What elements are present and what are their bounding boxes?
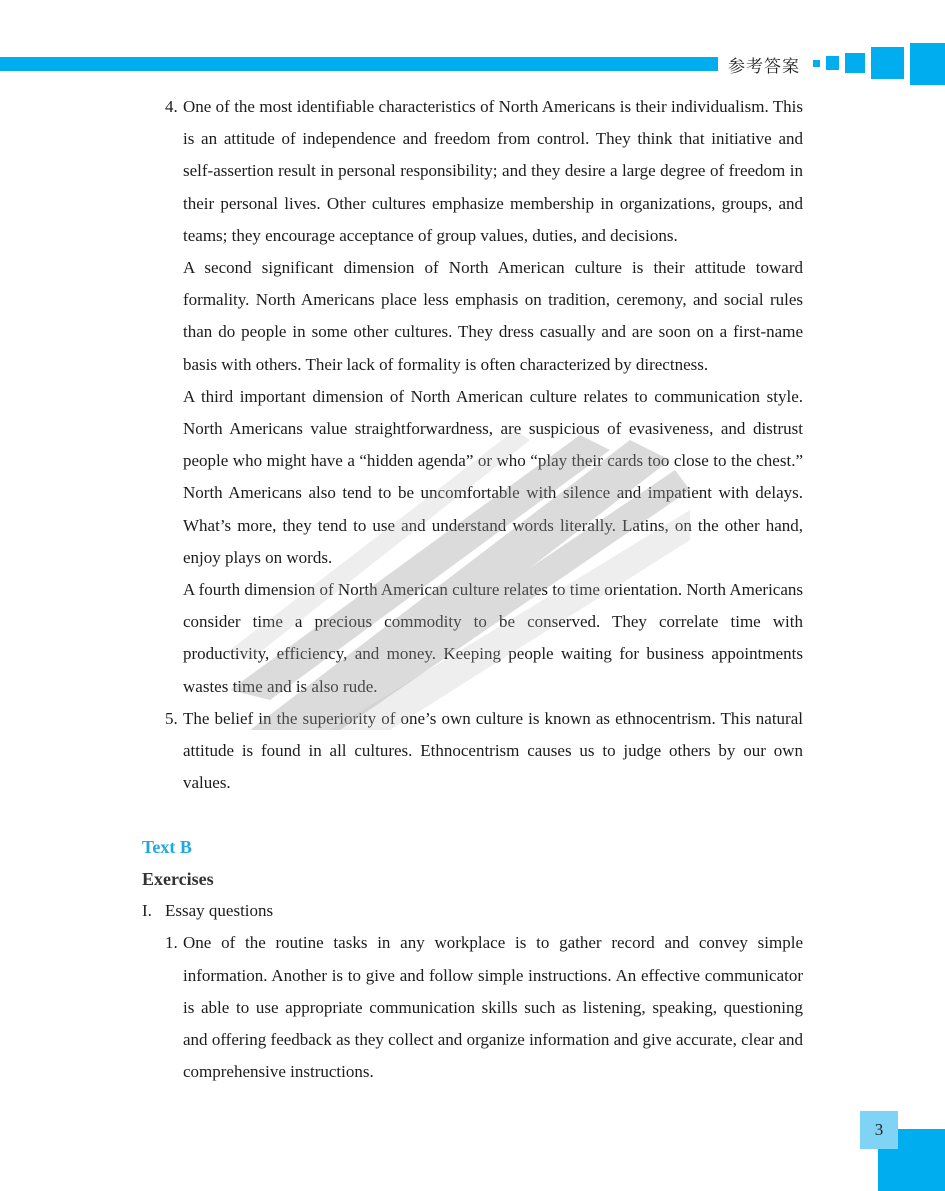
page-number: 3 bbox=[874, 1120, 884, 1139]
essay-answer-item-1 bbox=[0, 927, 945, 1088]
answer-paragraph: A second significant dimension of North American culture is their attitude toward formality. North Americans place less emphasis on tradition, ceremony, and social rules than do people in some other cultures. They dress casually and are soon on a first-name basis with others. Their lack of formality is often characterized by directness. bbox=[183, 258, 803, 374]
header-decor-square bbox=[845, 53, 865, 73]
answer-paragraph: The belief in the superiority of one’s own culture is known as ethnocentrism. This natural attitude is found in all cultures. Ethnocentrism causes us to judge others by our own values. bbox=[183, 708, 803, 793]
answer-paragraph: A third important dimension of North American culture relates to communication style. North Americans value straightforwardness, are suspicious of evasiveness, and distrust people who might have a “hidden agenda” or who “play their cards too close to the chest.” North Americans also tend to be uncomfortable with silence and impatient with delays. What’s more, they tend to use and understand words literally. Latins, on the other hand, enjoy plays on words. bbox=[183, 386, 803, 567]
answer-number: 5. bbox=[165, 708, 178, 728]
section-heading-text-b: Text B bbox=[142, 837, 192, 858]
answer-number: 4. bbox=[165, 97, 178, 116]
essay-questions-heading bbox=[142, 895, 945, 927]
roman-numeral: I. bbox=[142, 901, 152, 921]
header-decor-square bbox=[910, 43, 945, 85]
page-header-title: 参考答案 bbox=[728, 57, 800, 77]
essay-questions-title: Essay questions bbox=[165, 901, 274, 921]
header-decor-square bbox=[871, 47, 904, 79]
answer-item-4 bbox=[0, 91, 945, 252]
answer-paragraph: A fourth dimension of North American culture relates to time orientation. North Americans consider time a precious commodity to be conserved. They correlate time with productivity, efficiency, and money. Keeping people waiting for business appointments wastes time and is also rude. bbox=[183, 580, 803, 696]
header-decor-square bbox=[813, 60, 820, 67]
answer-paragraph: One of the most identifiable characteristics of North Americans is their individualism. This is an attitude of independence and freedom from control. They think that initiative and self-assertion result in personal responsibility; and they desire a large degree of freedom in their personal lives. Other cultures emphasize membership in organizations, groups, and teams; they encourage acceptance of group values, duties, and decisions. bbox=[183, 97, 803, 245]
answer-item-5 bbox=[0, 703, 945, 800]
exercises-heading: Exercises bbox=[142, 869, 214, 890]
answer-number: 1. bbox=[165, 933, 178, 953]
answer-paragraph: One of the routine tasks in any workplace is to gather record and convey simple information. Another is to give and follow simple instructions. An effective communicator is able to use appropriate communication skills such as listening, speaking, questioning and offering feedback as they collect and organize information and give accurate, clear and comprehensive instructions. bbox=[183, 933, 803, 1082]
header-accent-bar bbox=[0, 57, 718, 71]
page-content bbox=[0, 91, 945, 1088]
header-decor-square bbox=[826, 56, 839, 70]
